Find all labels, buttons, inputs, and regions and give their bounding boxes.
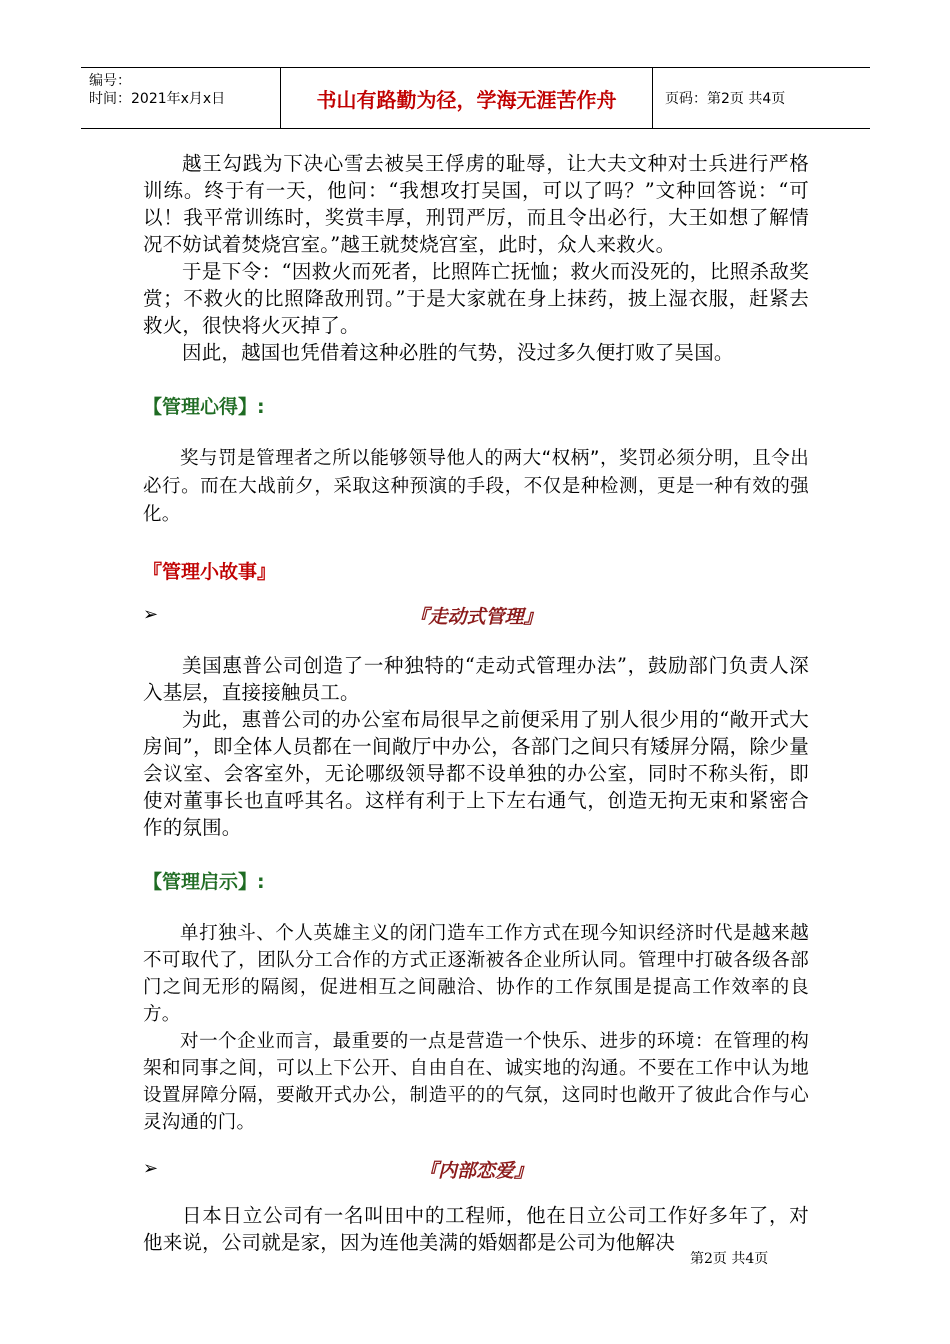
header-page-label: 页码：第2页 共4页 xyxy=(665,91,786,107)
serial-label: 编号： xyxy=(89,73,131,89)
header-meta xyxy=(81,68,281,128)
story2-paragraph-1: 美国惠普公司创造了一种独特的“走动式管理办法”，鼓励部门负责人深入基层，直接接触员工。 xyxy=(143,654,809,704)
section-heading: 『管理小故事』 xyxy=(143,561,277,583)
story2-paragraph-2: 为此，惠普公司的办公室布局很早之前便采用了别人很少用的“敞开式大房间”，即全体人员都在一间敞厅中办公，各部门之间只有矮屏分隔，除少量会议室、会客室外，无论哪级领导都不设单独的办公室，同时不称头衔，即使对董事长也直呼其名。这样有利于上下左右通气，创造无拘无束和紧密合作的氛围。 xyxy=(143,708,809,839)
story1-paragraph-3: 因此，越国也凭借着这种必胜的气势，没过多久便打败了吴国。 xyxy=(182,341,734,364)
time-label: 时间：2021年x月x日 xyxy=(89,91,226,107)
insight1-text: 奖与罚是管理者之所以能够领导他人的两大“权柄”，奖罚必须分明，且令出必行。而在大战前夕，采取这种预演的手段，不仅是种检测，更是一种有效的强化。 xyxy=(143,448,809,525)
story3-paragraph-1: 日本日立公司有一名叫田中的工程师，他在日立公司工作好多年了，对他来说，公司就是家，因为连他美满的婚姻都是公司为他解决 xyxy=(143,1204,809,1254)
story3-title: 『内部恋爱』 xyxy=(418,1160,533,1182)
arrow-bullet-icon: ➢ xyxy=(143,1158,159,1179)
page-header xyxy=(81,67,870,129)
story1-paragraph-1: 越王勾践为下决心雪去被吴王俘虏的耻辱，让大夫文种对士兵进行严格训练。终于有一天，他问：“我想攻打吴国，可以了吗？”文种回答说：“可以！我平常训练时，奖赏丰厚，刑罚严厉，而且令出必行，大王如想了解情况不妨试着焚烧宫室。”越王就焚烧宫室，此时，众人来救火。 xyxy=(143,152,809,256)
page-footer: 第2页 共4页 xyxy=(690,1251,769,1267)
story2-title: 『走动式管理』 xyxy=(409,606,543,628)
insight2-paragraph-2: 对一个企业而言，最重要的一点是营造一个快乐、进步的环境：在管理的构架和同事之间，可以上下公开、自由自在、诚实地的沟通。不要在工作中认为地设置屏障分隔，要敞开式办公，制造平的的气氛，这同时也敞开了彼此合作与心灵沟通的门。 xyxy=(143,1031,809,1133)
insight2-heading: 【管理启示】: xyxy=(143,871,265,893)
insight2-paragraph-1: 单打独斗、个人英雄主义的闭门造车工作方式在现今知识经济时代是越来越不可取代了，团队分工合作的方式正逐渐被各企业所认同。管理中打破各级各部门之间无形的隔阂，促进相互之间融洽、协作的工作氛围是提高工作效率的良方。 xyxy=(143,923,809,1025)
story2-title-row xyxy=(143,602,809,632)
header-motto: 书山有路勤为径，学海无涯苦作舟 xyxy=(281,68,653,128)
arrow-bullet-icon: ➢ xyxy=(143,604,159,625)
story1-paragraph-2: 于是下令：“因救火而死者，比照阵亡抚恤；救火而没死的，比照杀敌奖赏；不救火的比照降敌刑罚。”于是大家就在身上抹药，披上湿衣服，赶紧去救火，很快将火灭掉了。 xyxy=(143,260,809,337)
insight1-heading: 【管理心得】: xyxy=(143,396,265,418)
document-body xyxy=(143,150,809,1256)
story3-title-row xyxy=(143,1156,809,1186)
